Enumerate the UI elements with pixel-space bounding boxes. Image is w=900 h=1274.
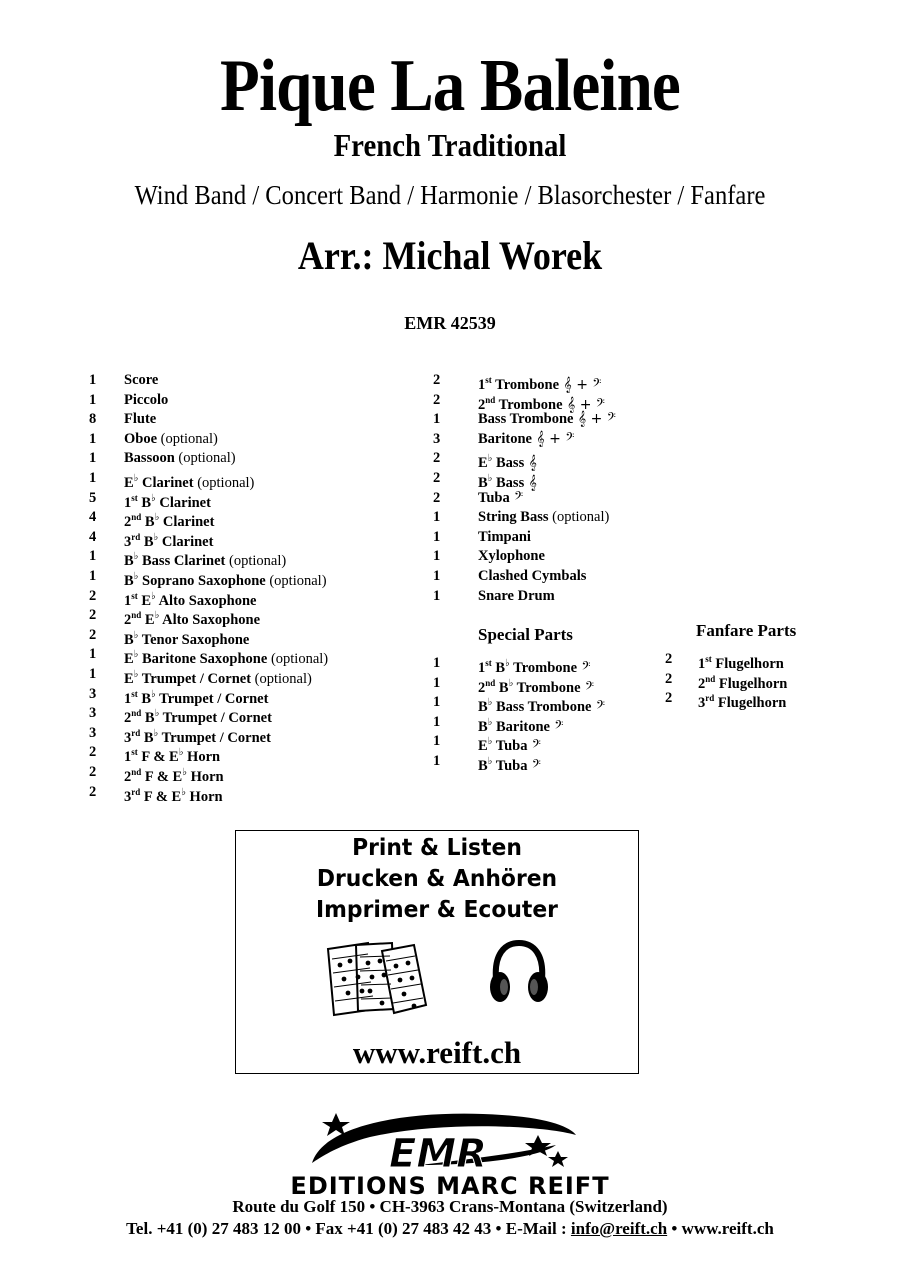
part-name: 2nd F & E♭ Horn <box>124 767 224 785</box>
part-quantity: 2 <box>89 764 97 780</box>
part-optional-note: (optional) <box>225 553 287 570</box>
part-quantity: 3 <box>433 430 441 447</box>
part-name: Bassoon (optional) <box>124 450 236 467</box>
part-name: B♭ Bass Trombone 𝄢 <box>478 697 605 716</box>
part-quantity: 1 <box>433 528 441 545</box>
fanfare-parts-list <box>665 650 865 710</box>
part-name: 1st B♭ Clarinet <box>124 492 211 511</box>
clef-icon: 𝄢 <box>527 757 541 774</box>
part-name: Flute <box>124 411 157 428</box>
part-quantity: 1 <box>433 568 441 584</box>
part-name: Clashed Cymbals <box>478 568 587 584</box>
clef-icon: 𝄞 + 𝄢 <box>531 430 575 447</box>
headphones-icon <box>488 939 550 1005</box>
part-quantity: 2 <box>665 670 673 687</box>
part-quantity: 1 <box>433 548 441 565</box>
promo-line-1: Print & Listen <box>352 835 522 861</box>
part-name: 1st Trombone 𝄞 + 𝄢 <box>478 375 602 393</box>
part-name: Tuba 𝄢 <box>478 489 524 506</box>
arranger-line: Arr.: Michal Worek <box>297 233 603 278</box>
special-parts-heading: Special Parts <box>478 625 573 644</box>
part-name: Bass Trombone 𝄞 + 𝄢 <box>478 411 616 428</box>
part-name: 1st F & E♭ Horn <box>124 747 221 766</box>
part-quantity: 3 <box>89 705 97 722</box>
part-quantity: 2 <box>433 372 441 388</box>
fanfare-parts-heading: Fanfare Parts <box>696 621 797 640</box>
part-name: 1st E♭ Alto Saxophone <box>124 590 257 609</box>
part-name: E♭ Clarinet (optional) <box>124 473 255 491</box>
part-name: Baritone 𝄞 + 𝄢 <box>478 430 575 447</box>
part-quantity: 8 <box>89 411 97 428</box>
part-name: E♭ Bass 𝄞 <box>478 453 537 472</box>
part-name: 2nd Trombone 𝄞 + 𝄢 <box>478 394 605 413</box>
publisher-name: EDITIONS MARC REIFT <box>290 1172 610 1200</box>
part-name: 1st B♭ Trombone 𝄢 <box>478 658 591 676</box>
part-quantity: 2 <box>433 391 441 408</box>
part-name: E♭ Baritone Saxophone (optional) <box>124 649 329 668</box>
clef-icon: 𝄞 + 𝄢 <box>562 396 605 413</box>
part-name: String Bass (optional) <box>478 509 610 526</box>
part-name: 3rd Flugelhorn <box>698 693 787 712</box>
email-link[interactable]: info@reift.ch <box>570 1219 668 1238</box>
part-quantity: 2 <box>433 489 441 506</box>
print-listen-box[interactable] <box>235 830 639 1074</box>
part-quantity: 1 <box>433 733 441 750</box>
part-quantity: 4 <box>89 509 97 526</box>
publisher-address: Route du Golf 150 • CH-3963 Crans-Montana (Switzerland) <box>232 1197 668 1216</box>
part-optional-note: (optional) <box>251 670 312 687</box>
part-name: Timpani <box>478 528 531 545</box>
part-name: Score <box>124 372 159 388</box>
part-quantity: 2 <box>665 651 673 667</box>
part-name: E♭ Trumpet / Cornet (optional) <box>124 669 312 687</box>
ensemble-line: Wind Band / Concert Band / Harmonie / Blasorchester / Fanfare <box>134 180 766 210</box>
part-quantity: 2 <box>89 607 97 624</box>
part-name: Piccolo <box>124 391 169 408</box>
part-name: 3rd F & E♭ Horn <box>124 786 223 805</box>
part-name: Xylophone <box>478 548 545 565</box>
score-subtitle: French Traditional <box>333 127 567 163</box>
part-name: 3rd B♭ Clarinet <box>124 531 214 550</box>
part-quantity: 1 <box>89 548 97 565</box>
clef-icon: 𝄢 <box>549 718 564 735</box>
part-quantity: 1 <box>89 666 97 682</box>
part-quantity: 4 <box>89 528 97 545</box>
part-quantity: 1 <box>433 753 441 769</box>
publisher-contact <box>0 1219 900 1239</box>
part-name: 3rd B♭ Trumpet / Cornet <box>124 727 271 746</box>
part-name: 2nd E♭ Alto Saxophone <box>124 610 261 629</box>
part-optional-note: (optional) <box>548 509 610 526</box>
part-name: E♭ Tuba 𝄢 <box>478 736 541 755</box>
part-optional-note: (optional) <box>267 651 329 668</box>
part-quantity: 2 <box>89 626 97 643</box>
part-quantity: 3 <box>89 685 97 702</box>
part-name: Oboe (optional) <box>124 430 218 447</box>
part-name: B♭ Tenor Saxophone <box>124 629 250 648</box>
clef-icon: 𝄢 <box>580 679 595 696</box>
clef-icon: 𝄢 <box>527 738 541 755</box>
clef-icon: 𝄢 <box>591 699 605 716</box>
part-quantity: 1 <box>89 646 97 663</box>
part-quantity: 1 <box>89 430 97 447</box>
promo-line-2: Drucken & Anhören <box>316 866 558 892</box>
part-quantity: 2 <box>89 587 97 604</box>
part-name: 1st B♭ Trumpet / Cornet <box>124 688 269 707</box>
part-name: Snare Drum <box>478 587 555 604</box>
part-optional-note: (optional) <box>193 474 255 491</box>
part-quantity: 2 <box>89 783 97 800</box>
part-name: 1st Flugelhorn <box>698 654 784 672</box>
part-quantity: 1 <box>433 655 441 671</box>
part-name: 2nd B♭ Trombone 𝄢 <box>478 677 595 696</box>
part-name: B♭ Baritone 𝄢 <box>478 716 564 735</box>
part-quantity: 2 <box>665 690 673 707</box>
parts-list-left <box>89 371 429 811</box>
sheet-music-icon <box>320 937 430 1017</box>
part-optional-note: (optional) <box>174 450 236 467</box>
part-quantity: 1 <box>433 509 441 526</box>
part-name: 2nd B♭ Clarinet <box>124 512 215 531</box>
clef-icon: 𝄞 <box>524 455 537 472</box>
part-optional-note: (optional) <box>157 430 218 447</box>
part-quantity: 5 <box>89 489 97 506</box>
part-name: B♭ Tuba 𝄢 <box>478 756 541 774</box>
part-quantity: 2 <box>433 450 441 467</box>
contact-website: • www.reift.ch <box>667 1219 774 1238</box>
part-quantity: 1 <box>433 587 441 604</box>
part-quantity: 2 <box>89 744 97 761</box>
part-quantity: 1 <box>433 674 441 691</box>
catalog-code: EMR 42539 <box>404 313 496 333</box>
clef-icon: 𝄞 <box>524 474 537 491</box>
parts-list-middle <box>433 371 663 606</box>
clef-icon: 𝄞 + 𝄢 <box>573 411 616 428</box>
part-name: B♭ Bass 𝄞 <box>478 473 537 491</box>
promo-line-3: Imprimer & Ecouter <box>316 897 558 923</box>
part-quantity: 1 <box>89 391 97 408</box>
part-optional-note: (optional) <box>265 572 327 589</box>
part-name: 2nd B♭ Trumpet / Cornet <box>124 708 272 727</box>
clef-icon: 𝄢 <box>509 489 524 506</box>
part-name: B♭ Bass Clarinet (optional) <box>124 551 287 570</box>
part-quantity: 1 <box>433 713 441 730</box>
part-quantity: 3 <box>89 724 97 741</box>
part-quantity: 1 <box>433 411 441 428</box>
part-quantity: 1 <box>89 470 97 486</box>
part-quantity: 2 <box>433 470 441 486</box>
part-quantity: 1 <box>433 694 441 711</box>
contact-phone-fax: Tel. +41 (0) 27 483 12 00 • Fax +41 (0) 27 483 42 43 • E-Mail : <box>126 1219 571 1238</box>
part-quantity: 1 <box>89 450 97 467</box>
part-quantity: 1 <box>89 568 97 584</box>
part-name: 2nd Flugelhorn <box>698 673 788 692</box>
promo-website-link[interactable]: www.reift.ch <box>352 1035 522 1070</box>
logo-wordmark: EMR <box>389 1131 487 1177</box>
clef-icon: 𝄞 + 𝄢 <box>559 376 602 393</box>
part-quantity: 1 <box>89 372 97 388</box>
clef-icon: 𝄢 <box>577 659 591 676</box>
special-parts-list <box>433 654 663 774</box>
score-title: Pique La Baleine <box>220 45 680 127</box>
part-name: B♭ Soprano Saxophone (optional) <box>124 571 327 589</box>
